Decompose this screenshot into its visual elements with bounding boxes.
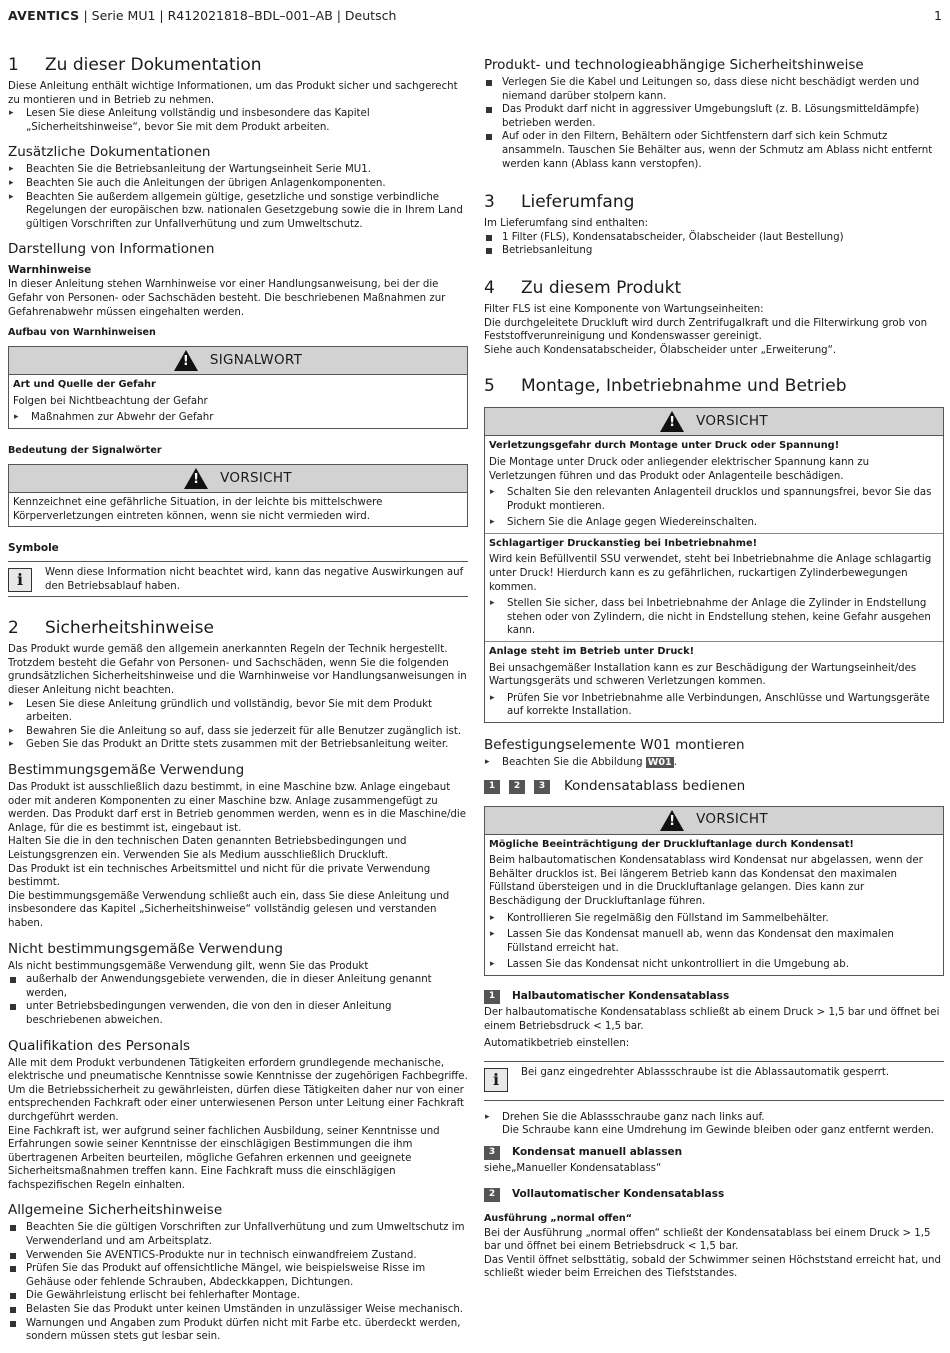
heading-mounting-elements: Befestigungselemente W01 montieren <box>484 737 745 753</box>
left-column <box>8 54 468 1344</box>
warning-title: Verletzungsgefahr durch Montage unter Druck oder Spannung! <box>489 440 840 452</box>
list-item: ▸ Schalten Sie den relevanten Anlagenteil drucklos und spannungsfrei, bevor Sie das Produkt montieren. <box>489 486 939 513</box>
heading-intended-use: Bestimmungsgemäße Verwendung <box>8 762 245 779</box>
warning-header: ! VORSICHT <box>485 807 943 835</box>
list-item: ▸ Stellen Sie sicher, dass bei Inbetriebnahme der Anlage die Zylinder in Endstellung stehen oder von Zylindern, die nicht in Endstellung stehen, keine Gefahr ausgehen kann. <box>489 597 939 638</box>
paragraph: Diese Anleitung enthält wichtige Informationen, um das Produkt sicher und sachgerecht zu montieren und in Betrieb zu nehmen. <box>8 81 458 106</box>
warning-title: Schlagartiger Druckanstieg bei Inbetriebnahme! <box>489 537 758 549</box>
section-5-heading: 5 Montage, Inbetriebnahme und Betrieb <box>484 376 847 397</box>
list-item: ▸ Sichern Sie die Anlage gegen Wiedereinschalten. <box>489 516 939 530</box>
list-item: Warnungen und Angaben zum Produkt dürfen nicht mit Farbe etc. überdeckt werden, sondern müssen stets gut lesbar sein. <box>8 1317 468 1344</box>
list-item: ▸ Lesen Sie diese Anleitung gründlich und vollständig, bevor Sie mit dem Produkt arbeiten. <box>8 698 468 725</box>
warning-header: ! VORSICHT <box>9 465 467 493</box>
warning-section <box>485 533 943 641</box>
step-badge: 3 <box>534 780 550 794</box>
paragraph: Das Produkt ist ausschließlich dazu bestimmt, in eine Maschine bzw. Anlage eingebaut oder mit anderen Komponenten zu einer Maschine bzw. Anlage zusammengefügt zu werden. Das Produkt darf erst in Betrieb genommen werden, wenn es in die Maschine/die Anlage, für die es bestimmt ist, eingebaut ist. <box>8 782 466 834</box>
list-item: ▸ Lassen Sie das Kondensat manuell ab, wenn das Kondensat den maximalen Füllstand erreicht hat. <box>489 928 939 955</box>
warning-text: Die Montage unter Druck oder anliegender elektrischer Spannung kann zu Verletzungen führen und das Produkt oder Anlagenteile beschädigen. <box>489 456 870 482</box>
warning-section <box>485 436 943 533</box>
info-icon: i <box>8 568 32 592</box>
heading-signal-words: Bedeutung der Signalwörter <box>8 444 162 456</box>
paragraph: siehe„Manueller Kondensatablass“ <box>484 1162 662 1174</box>
heading-additional-docs: Zusätzliche Dokumentationen <box>8 144 211 161</box>
page-number: 1 <box>934 8 942 23</box>
list-item: ▸ Beachten Sie außerdem allgemein gültige, gesetzliche und sonstige verbindliche Regelungen der europäischen bzw. nationalen Gesetzgebung sowie die in Ihrem Land gültigen Vorschriften zur Unfallverhütung und zum Umweltschutz. <box>8 191 468 232</box>
right-column <box>484 54 944 1281</box>
heading-warnings: Warnhinweise <box>8 264 92 277</box>
list-item: 1 Filter (FLS), Kondensatabscheider, Ölabscheider (laut Bestellung) <box>484 231 944 245</box>
substep-fully-automatic: 2 Vollautomatischer Kondensatablass <box>484 1188 944 1202</box>
paragraph: Das Produkt wurde gemäß den allgemein anerkannten Regeln der Technik hergestellt. Trotzdem besteht die Gefahr von Personen- und Sachschäden, wenn Sie die folgenden grundsätzlichen Sicherheitshinweise und die Warnhinweise vor Handlungsanweisungen in dieser Anleitung nicht beachten. <box>8 644 467 697</box>
list-item: Belasten Sie das Produkt unter keinen Umständen in unzulässiger Weise mechanisch. <box>8 1303 468 1317</box>
warning-triangle-icon <box>184 468 208 489</box>
info-box <box>8 561 468 597</box>
heading-information-display: Darstellung von Informationen <box>8 241 215 258</box>
paragraph: Der halbautomatische Kondensatablass schließt ab einem Druck > 1,5 bar und öffnet bei einem Betriebsdruck < 1,5 bar. <box>484 1006 940 1032</box>
list-item: ▸ Beachten Sie auch die Anleitungen der übrigen Anlagenkomponenten. <box>8 177 468 191</box>
paragraph: Automatikbetrieb einstellen: <box>484 1038 630 1050</box>
step-badge: 2 <box>509 780 525 794</box>
page-header <box>8 9 942 29</box>
list-item: Verwenden Sie AVENTICS-Produkte nur in technisch einwandfreiem Zustand. <box>8 1249 468 1263</box>
warning-title: Anlage steht im Betrieb unter Druck! <box>489 646 695 658</box>
substep-semi-automatic: 1 Halbautomatischer Kondensatablass <box>484 990 944 1004</box>
list-item: ▸ Beachten Sie die Betriebsanleitung der Wartungseinheit Serie MU1. <box>8 163 468 177</box>
info-text: Wenn diese Information nicht beachtet wird, kann das negative Auswirkungen auf den Betriebsablauf haben. <box>45 567 464 592</box>
instruction-list <box>8 163 468 231</box>
list-item: Betriebsanleitung <box>484 244 944 258</box>
warning-text: Wird kein Befüllventil SSU verwendet, steht bei Inbetriebnahme die Anlage schlagartig unter Druck! Hierdurch kann es zu gefährlichen, ruckartigen Zylinderbewegungen kommen. <box>489 554 932 593</box>
warning-section <box>9 493 467 526</box>
instruction-list <box>484 1111 944 1138</box>
paragraph: Alle mit dem Produkt verbundenen Tätigkeiten erfordern grundlegende mechanische, elektrische und pneumatische Kenntnisse sowie Kenntnisse der zugehörigen Fachbegriffe. Um die Betriebssicherheit zu gewährleisten, dürfen diese Tätigkeiten daher nur von einer entsprechenden Fachkraft oder einer unterwiesenen Person unter Leitung einer Fachkraft durchgeführt werden. <box>8 1057 468 1123</box>
heading-normally-open: Ausführung „normal offen“ <box>484 1212 632 1224</box>
list-item: Verlegen Sie die Kabel und Leitungen so, dass diese nicht beschädigt werden und niemand darüber stolpern kann. <box>484 76 944 103</box>
warning-text: Folgen bei Nichtbeachtung der Gefahr <box>13 395 208 407</box>
warning-title: Mögliche Beeinträchtigung der Druckluftanlage durch Kondensat! <box>489 838 854 850</box>
warning-box-mounting <box>484 407 944 723</box>
step-heading-condensate: 1 2 3 Kondensatablass bedienen <box>484 780 944 794</box>
info-icon: i <box>484 1068 508 1092</box>
instruction-list <box>484 756 944 770</box>
heading-symbols: Symbole <box>8 542 59 555</box>
instruction-list <box>8 107 468 134</box>
bullet-list <box>484 231 944 258</box>
list-item: ▸ Beachten Sie die Abbildung W01 . <box>484 756 944 770</box>
paragraph: Bei der Ausführung „normal offen“ schließt der Kondensatablass bei einem Druck > 1,5 bar und öffnet bei einem Betriebsdruck < 1,5 bar. <box>484 1227 931 1253</box>
brand-name: AVENTICS <box>8 8 80 23</box>
figure-reference-tag[interactable]: W01 <box>647 757 672 768</box>
document-id: | Serie MU1 | R412021818–BDL–001–AB | Deutsch <box>79 8 397 23</box>
section-4-heading: 4 Zu diesem Produkt <box>484 277 682 298</box>
list-item: unter Betriebsbedingungen verwenden, die von den in dieser Anleitung beschriebenen abweichen. <box>8 1000 468 1027</box>
warning-triangle-icon <box>660 810 684 831</box>
list-item: Beachten Sie die gültigen Vorschriften zur Unfallverhütung und zum Umweltschutz im Verwenderland und am Arbeitsplatz. <box>8 1221 468 1248</box>
heading-general-safety: Allgemeine Sicherheitshinweise <box>8 1202 223 1219</box>
paragraph: Als nicht bestimmungsgemäße Verwendung gilt, wenn Sie das Produkt <box>8 960 369 972</box>
list-item: ▸ Drehen Sie die Ablassschraube ganz nach links auf. Die Schraube kann eine Umdrehung im Gewinde bleiben oder ganz entfernt werden. <box>484 1111 944 1138</box>
warning-text: Kennzeichnet eine gefährliche Situation, in der leichte bis mittelschwere Körperverletzungen eintreten können, wenn sie nicht vermieden wird. <box>13 496 383 522</box>
bullet-list <box>484 76 944 171</box>
list-item: ▸ Bewahren Sie die Anleitung so auf, dass sie jederzeit für alle Benutzer zugänglich ist. <box>8 725 468 739</box>
list-item: außerhalb der Anwendungsgebiete verwenden, die in dieser Anleitung genannt werden, <box>8 973 468 1000</box>
warning-section <box>485 641 943 722</box>
list-item: Das Produkt darf nicht in aggressiver Umgebungsluft (z. B. Lösungsmitteldämpfe) betrieben werden. <box>484 103 944 130</box>
paragraph: Halten Sie die in den technischen Daten genannten Betriebsbedingungen und Leistungsgrenzen ein. Verwenden Sie als Medium ausschließlich Druckluft. <box>8 836 407 861</box>
section-1-heading: 1 Zu dieser Dokumentation <box>8 55 262 75</box>
paragraph: Das Ventil öffnet selbsttätig, sobald der Schwimmer seinen Höchststand erreicht hat, und schließt wieder beim Erreichen des Tiefststandes. <box>484 1254 941 1280</box>
list-item: ▸ Kontrollieren Sie regelmäßig den Füllstand im Sammelbehälter. <box>489 912 939 926</box>
warning-box-signalwort <box>8 346 468 429</box>
step-badge: 2 <box>484 1188 500 1202</box>
step-badge: 3 <box>484 1146 500 1160</box>
warning-box-vorsicht <box>8 464 468 527</box>
paragraph: Filter FLS ist eine Komponente von Wartungseinheiten: <box>484 303 764 315</box>
info-text: Bei ganz eingedrehter Ablassschraube ist die Ablassautomatik gesperrt. <box>521 1066 890 1078</box>
warning-section <box>9 375 467 428</box>
info-box <box>484 1061 944 1101</box>
heading-warning-structure: Aufbau von Warnhinweisen <box>8 327 156 339</box>
warning-header: ! VORSICHT <box>485 408 943 436</box>
heading-product-safety: Produkt- und technologieabhängige Sicherheitshinweise <box>484 57 864 73</box>
paragraph: In dieser Anleitung stehen Warnhinweise vor einer Handlungsanweisung, bei der die Gefahr von Personen- oder Sachschäden besteht. Die beschriebenen Maßnahmen zur Gefahrenabwehr müssen eingehalten werden. <box>8 279 446 318</box>
warning-triangle-icon <box>660 411 684 432</box>
warning-text: Beim halbautomatischen Kondensatablass wird Kondensat nur abgelassen, wenn der Behälter drucklos ist. Bei längerem Betrieb kann das Kondensat den maximalen Füllstand übersteigen und in die Druckluftanlage gelangen. Dies kann zur Beschädigung der Druckluftanlage führen. <box>489 855 923 907</box>
list-item: ▸ Prüfen Sie vor Inbetriebnahme alle Verbindungen, Anschlüsse und Wartungsgeräte auf korrekte Installation. <box>489 692 939 719</box>
warning-box-condensate <box>484 806 944 976</box>
heading-personnel-qualification: Qualifikation des Personals <box>8 1037 191 1054</box>
section-2-heading: 2 Sicherheitshinweise <box>8 618 214 639</box>
paragraph: Die bestimmungsgemäße Verwendung schließt auch ein, dass Sie diese Anleitung und insbesondere das Kapitel „Sicherheitshinweise“ vollständig gelesen und verstanden haben. <box>8 890 450 929</box>
substep-manual: 3 Kondensat manuell ablassen <box>484 1146 944 1160</box>
paragraph: Das Produkt ist ein technisches Arbeitsmittel und nicht für die private Verwendung bestimmt. <box>8 863 431 889</box>
warning-section <box>485 835 943 975</box>
warning-text: Bei unsachgemäßer Installation kann es zur Beschädigung der Wartungseinheit/des Wartungsgeräts und schweren Verletzungen kommen. <box>489 662 917 688</box>
list-item: Die Gewährleistung erlischt bei fehlerhafter Montage. <box>8 1289 468 1303</box>
paragraph: Die durchgeleitete Druckluft wird durch Zentrifugalkraft und die Filterwirkung grob von Feststoffverunreinigung und Kondenswasser gereinigt. <box>484 317 928 343</box>
list-item: ▸ Lesen Sie diese Anleitung vollständig und insbesondere das Kapitel „Sicherheitshinweise“, bevor Sie mit dem Produkt arbeiten. <box>8 107 468 134</box>
paragraph: Eine Fachkraft ist, wer aufgrund seiner fachlichen Ausbildung, seiner Kenntnisse und Erfahrungen sowie seiner Kenntnisse der einschlägigen Bestimmungen die ihm übertragenen Arbeiten beurteilen, mögliche Gefahren erkennen und geeignete Sicherheitsmaßnahmen treffen kann. Eine Fachkraft muss die einschlägigen fachspezifischen Regeln einhalten. <box>8 1125 440 1191</box>
list-item: ▸ Maßnahmen zur Abwehr der Gefahr <box>13 411 463 425</box>
list-item: ▸ Lassen Sie das Kondensat nicht unkontrolliert in die Umgebung ab. <box>489 958 939 972</box>
list-item: Prüfen Sie das Produkt auf offensichtliche Mängel, wie beispielsweise Risse im Gehäuse oder fehlende Schrauben, Abdeckkappen, Dichtungen. <box>8 1262 468 1289</box>
instruction-list <box>8 698 468 752</box>
warning-triangle-icon <box>174 350 198 371</box>
heading-improper-use: Nicht bestimmungsgemäße Verwendung <box>8 940 283 957</box>
step-badge: 1 <box>484 990 500 1004</box>
warning-title: Art und Quelle der Gefahr <box>13 379 156 391</box>
bullet-list <box>8 973 468 1027</box>
paragraph: Siehe auch Kondensatabscheider, Ölabscheider unter „Erweiterung“. <box>484 344 837 356</box>
list-item: ▸ Geben Sie das Produkt an Dritte stets zusammen mit der Betriebsanleitung weiter. <box>8 738 468 752</box>
paragraph: Im Lieferumfang sind enthalten: <box>484 218 649 230</box>
section-3-heading: 3 Lieferumfang <box>484 192 635 213</box>
warning-header: ! SIGNALWORT <box>9 347 467 375</box>
list-item: Auf oder in den Filtern, Behältern oder Sichtfenstern darf sich kein Schmutz ansammeln. Tauschen Sie Behälter aus, wenn der Schmutz am Ablass nicht entfernt werden kann (Ablass kann verstopfen). <box>484 130 944 171</box>
bullet-list <box>8 1221 468 1343</box>
step-badge: 1 <box>484 780 500 794</box>
